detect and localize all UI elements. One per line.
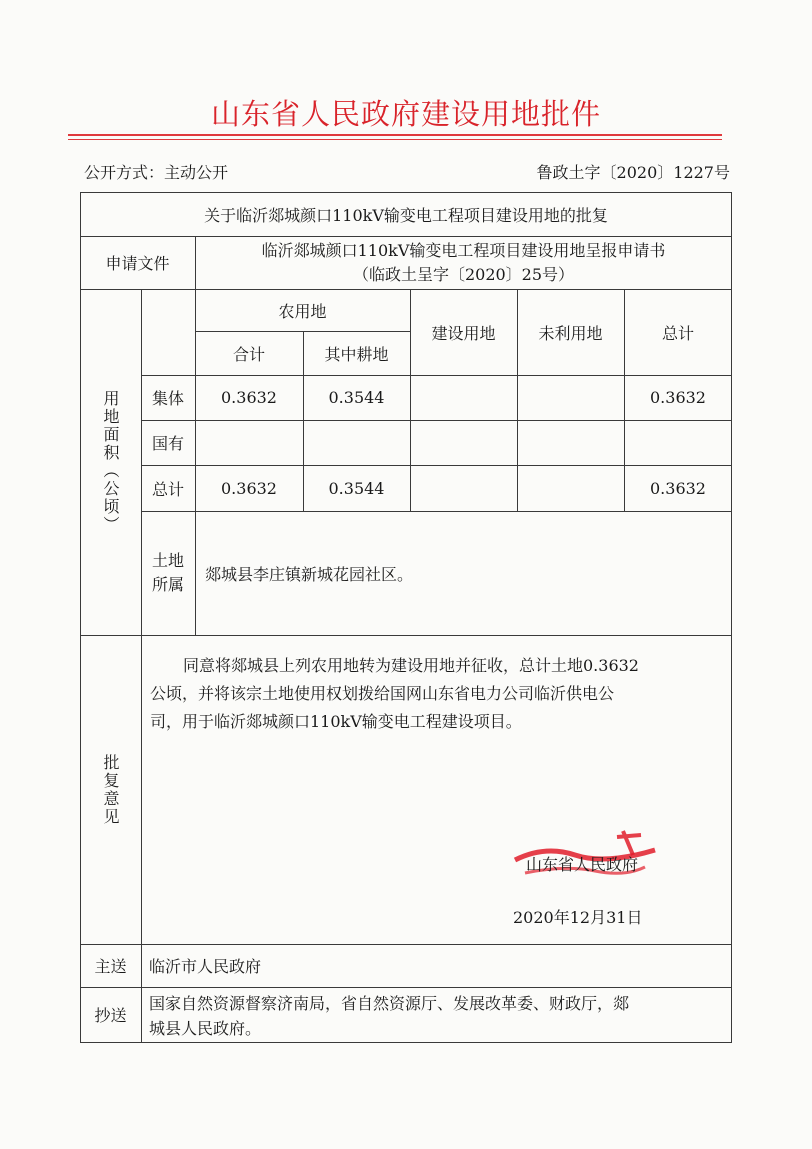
row-label-state: 国有	[151, 434, 184, 453]
application-line-1: 临沂郯城颜口110kV输变电工程项目建设用地呈报申请书	[261, 240, 666, 260]
state-total	[624, 420, 732, 465]
application-label: 申请文件	[105, 254, 170, 273]
header-construction: 建设用地	[431, 323, 496, 343]
total-total: 0.3632	[650, 478, 706, 498]
approval-line-3: 司，用于临沂郯城颜口110kV输变电工程建设项目。	[150, 712, 522, 731]
subject-line: 关于临沂郯城颜口110kV输变电工程项目建设用地的批复	[204, 205, 608, 225]
approval-signatory: 山东省人民政府	[526, 855, 639, 874]
cc-label: 抄送	[94, 1006, 127, 1025]
header-cultivated: 其中耕地	[324, 344, 389, 364]
collective-cultivated: 0.3544	[328, 388, 385, 407]
application-content	[195, 236, 732, 289]
approval-label-text: 批复意见	[101, 753, 120, 826]
land-area-label-text: 用地面积（公顷）	[101, 390, 120, 534]
cc-line-1: 国家自然资源督察济南局，省自然资源厅、发展改革委、财政厅，郯	[149, 994, 630, 1013]
header-subtotal: 合计	[232, 344, 265, 364]
document-number: 鲁政土字〔2020〕1227号	[536, 163, 730, 182]
ownership-value: 郯城县李庄镇新城花园社区。	[205, 564, 414, 584]
row-label-total: 总计	[151, 479, 184, 499]
approval-line-1: 同意将郯城县上列农用地转为建设用地并征收，总计土地0.3632	[183, 656, 639, 675]
ownership-label	[141, 511, 195, 635]
land-area-label	[80, 289, 141, 635]
total-unused	[517, 465, 624, 511]
collective-total: 0.3632	[650, 388, 706, 407]
total-agri-total: 0.3632	[221, 478, 277, 498]
document-title: 山东省人民政府建设用地批件	[210, 97, 601, 131]
header-unused: 未利用地	[538, 323, 603, 343]
approval-line-2: 公顷，并将该宗土地使用权划拨给国网山东省电力公司临沂供电公	[150, 684, 615, 703]
collective-construction	[410, 375, 517, 420]
main-recipient-value: 临沂市人民政府	[149, 957, 262, 976]
row-label-collective: 集体	[151, 389, 184, 408]
state-cultivated	[303, 420, 410, 465]
state-unused	[517, 420, 624, 465]
state-agri-total	[195, 420, 303, 465]
approval-date: 2020年12月31日	[513, 908, 643, 927]
approval-label	[80, 635, 141, 944]
disclosure-method: 公开方式：主动公开	[84, 163, 229, 182]
cc-line-2: 城县人民政府。	[149, 1019, 262, 1038]
title-rule-thick	[68, 134, 722, 136]
collective-agri-total: 0.3632	[221, 388, 277, 407]
title-rule-thin	[68, 139, 722, 140]
main-recipient-label: 主送	[94, 957, 127, 976]
state-construction	[410, 420, 517, 465]
collective-unused	[517, 375, 624, 420]
ownership-label-text: 土地所属	[151, 551, 184, 594]
header-agricultural: 农用地	[278, 301, 327, 321]
total-construction	[410, 465, 517, 511]
total-cultivated: 0.3544	[328, 478, 385, 498]
application-line-2: （临政土呈字〔2020〕25号）	[352, 264, 575, 284]
header-total: 总计	[661, 323, 694, 343]
